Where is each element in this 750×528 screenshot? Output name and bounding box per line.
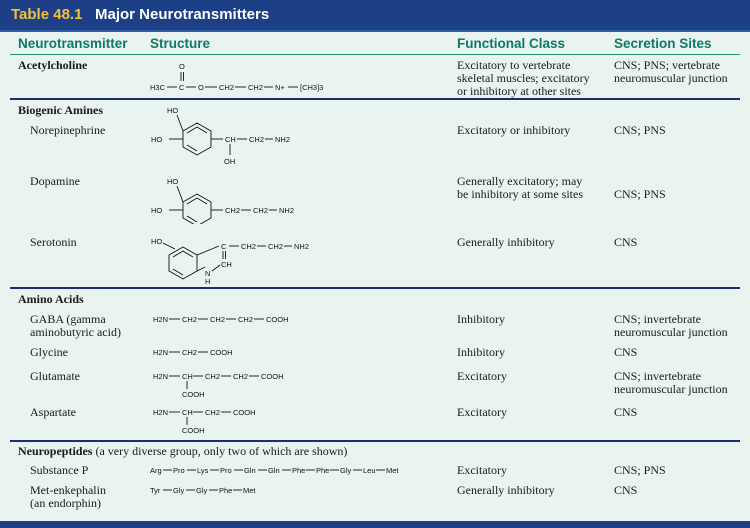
norepinephrine-name: Norepinephrine — [30, 123, 106, 137]
glycine-name: Glycine — [30, 345, 68, 359]
glycine-sites: CNS — [614, 345, 638, 359]
dopamine-structure — [145, 174, 315, 224]
table-bottom-bar — [0, 521, 750, 528]
table-title-bar — [0, 0, 750, 32]
atom-label: HO — [151, 206, 163, 215]
serotonin-function: Generally inhibitory — [457, 235, 555, 249]
aspartate-name: Aspartate — [30, 405, 76, 419]
atom-label: CH2 — [268, 242, 284, 251]
atom-label: NH2 — [294, 242, 310, 251]
gaba-structure — [145, 311, 335, 327]
substance-p-sites: CNS; PNS — [614, 463, 666, 477]
atom-label: OH — [224, 157, 236, 166]
glycine-function: Inhibitory — [457, 345, 505, 359]
neuropeptides-heading — [18, 444, 347, 458]
atom-label: CH — [225, 135, 236, 144]
atom-label: N — [205, 269, 211, 278]
residue: Arg — [150, 466, 162, 475]
glutamate-name: Glutamate — [30, 369, 80, 383]
residue: Met — [243, 486, 256, 495]
column-header-secretion-sites: Secretion Sites — [614, 36, 712, 51]
gaba-sites-2: neuromuscular junction — [614, 325, 728, 339]
acetylcholine-name: Acetylcholine — [18, 58, 88, 72]
amino-acids-heading: Amino Acids — [18, 292, 84, 306]
atom-label: O — [198, 83, 204, 92]
glutamate-function: Excitatory — [457, 369, 507, 383]
residue: Leu — [363, 466, 376, 475]
dopamine-sites: CNS; PNS — [614, 187, 666, 201]
acetylcholine-sites-1: CNS; PNS; vertebrate — [614, 58, 720, 72]
atom-label: NH2 — [279, 206, 295, 215]
atom-label: CH2 — [182, 348, 198, 357]
atom-label: COOH — [182, 390, 205, 399]
atom-label: COOH — [210, 348, 233, 357]
atom-label: H2N — [153, 315, 169, 324]
substance-p-structure — [145, 462, 435, 478]
atom-label: NH2 — [275, 135, 291, 144]
acetylcholine-function-2: skeletal muscles; excitatory — [457, 71, 590, 85]
atom-label: CH2 — [253, 206, 269, 215]
substance-p-name: Substance P — [30, 463, 89, 477]
atom-label: CH2 — [219, 83, 235, 92]
gaba-sites-1: CNS; invertebrate — [614, 312, 701, 326]
residue: Gln — [268, 466, 280, 475]
column-header-functional-class: Functional Class — [457, 36, 566, 51]
atom-label: H — [205, 277, 211, 286]
neuropeptides-label: Neuropeptides — [18, 444, 93, 458]
atom-label: N+ — [275, 83, 285, 92]
residue: Gln — [244, 466, 256, 475]
column-header-neurotransmitter: Neurotransmitter — [18, 36, 128, 51]
norepinephrine-sites: CNS; PNS — [614, 123, 666, 137]
atom-label: HO — [151, 237, 163, 246]
atom-label: H2N — [153, 348, 169, 357]
serotonin-name: Serotonin — [30, 235, 77, 249]
atom-label: CH2 — [248, 83, 264, 92]
table-number: Table 48.1 — [11, 6, 83, 23]
atom-label: CH2 — [182, 315, 198, 324]
biogenic-amines-heading: Biogenic Amines — [18, 103, 104, 117]
residue: Gly — [196, 486, 208, 495]
residue: Met — [386, 466, 399, 475]
residue: Pro — [173, 466, 185, 475]
gaba-name-2: aminobutyric acid) — [30, 325, 121, 339]
group-divider — [10, 98, 740, 100]
atom-label: COOH — [261, 372, 284, 381]
atom-label: CH2 — [205, 408, 221, 417]
gaba-name-1: GABA (gamma — [30, 312, 106, 326]
atom-label: H3C — [150, 83, 166, 92]
atom-label: C — [179, 83, 185, 92]
met-enkephalin-function: Generally inhibitory — [457, 483, 555, 497]
aspartate-sites: CNS — [614, 405, 638, 419]
glutamate-sites-1: CNS; invertebrate — [614, 369, 701, 383]
acetylcholine-structure — [145, 58, 345, 96]
residue: Phe — [316, 466, 330, 475]
atom-label: CH — [182, 372, 193, 381]
met-enkephalin-name-1: Met-enkephalin — [30, 483, 106, 497]
dopamine-function-2: be inhibitory at some sites — [457, 187, 583, 201]
met-enkephalin-sites: CNS — [614, 483, 638, 497]
substance-p-function: Excitatory — [457, 463, 507, 477]
acetylcholine-function-1: Excitatory to vertebrate — [457, 58, 571, 72]
acetylcholine-function-3: or inhibitory at other sites — [457, 84, 581, 98]
serotonin-sites: CNS — [614, 235, 638, 249]
met-enkephalin-name-2: (an endorphin) — [30, 496, 101, 510]
atom-label: CH2 — [241, 242, 257, 251]
atom-label: CH2 — [225, 206, 241, 215]
atom-label: O — [179, 62, 185, 71]
met-enkephalin-structure — [145, 482, 305, 498]
residue: Pro — [220, 466, 232, 475]
glutamate-structure — [145, 368, 335, 402]
residue: Phe — [219, 486, 233, 495]
atom-label: HO — [151, 135, 163, 144]
atom-label: CH2 — [210, 315, 226, 324]
atom-label: CH2 — [249, 135, 265, 144]
atom-label: CH2 — [233, 372, 249, 381]
residue: Gly — [340, 466, 352, 475]
atom-label: COOH — [266, 315, 289, 324]
atom-label: [CH3]3 — [300, 83, 324, 92]
atom-label: CH — [221, 260, 232, 269]
glutamate-sites-2: neuromuscular junction — [614, 382, 728, 396]
group-divider — [10, 287, 740, 289]
atom-label: H2N — [153, 408, 169, 417]
residue: Gly — [173, 486, 185, 495]
aspartate-function: Excitatory — [457, 405, 507, 419]
norepinephrine-structure — [145, 103, 315, 167]
atom-label: CH2 — [205, 372, 221, 381]
serotonin-structure — [145, 233, 325, 287]
residue: Phe — [292, 466, 306, 475]
residue: Lys — [197, 466, 209, 475]
atom-label: COOH — [233, 408, 256, 417]
atom-label: H2N — [153, 372, 169, 381]
residue: Tyr — [150, 486, 161, 495]
atom-label: C — [221, 242, 227, 251]
header-rule — [10, 54, 740, 55]
atom-label: COOH — [182, 426, 205, 435]
aspartate-structure — [145, 404, 315, 438]
atom-label: CH — [182, 408, 193, 417]
neuropeptides-note: (a very diverse group, only two of which are shown) — [95, 444, 348, 458]
gaba-function: Inhibitory — [457, 312, 505, 326]
dopamine-name: Dopamine — [30, 174, 80, 188]
glycine-structure — [145, 344, 285, 360]
atom-label: HO — [167, 106, 179, 115]
acetylcholine-sites-2: neuromuscular junction — [614, 71, 728, 85]
dopamine-function-1: Generally excitatory; may — [457, 174, 583, 188]
column-header-structure: Structure — [150, 36, 211, 51]
atom-label: HO — [167, 177, 179, 186]
group-divider — [10, 440, 740, 442]
table-title: Major Neurotransmitters — [95, 6, 270, 23]
atom-label: CH2 — [238, 315, 254, 324]
norepinephrine-function: Excitatory or inhibitory — [457, 123, 571, 137]
